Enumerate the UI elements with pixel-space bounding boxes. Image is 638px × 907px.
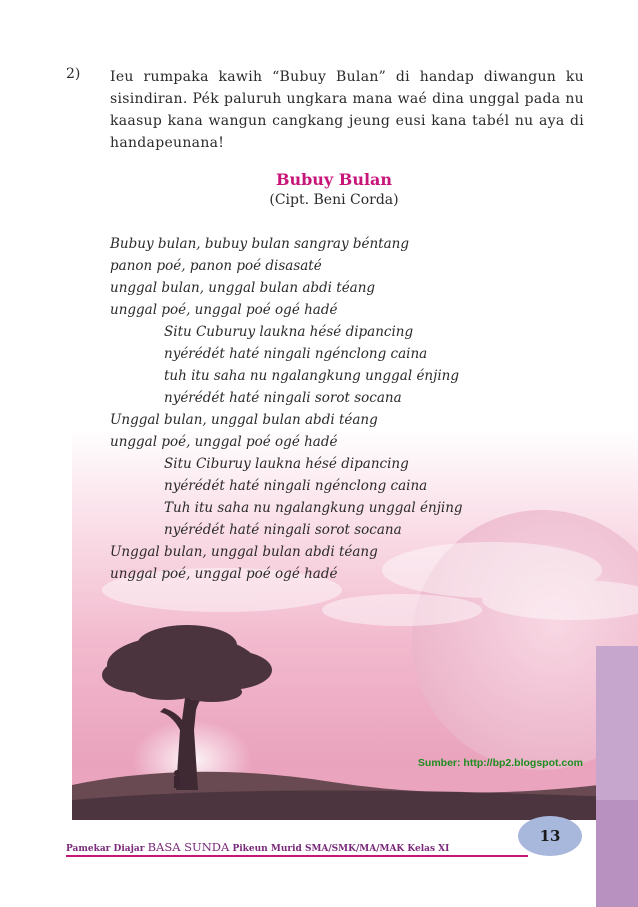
lyric-line: Unggal bulan, unggal bulan abdi téang <box>110 544 378 560</box>
page-number-badge <box>518 816 582 856</box>
lyric-line: tuh itu saha nu ngalangkung unggal énjing <box>164 368 459 384</box>
lyric-line: unggal poé, unggal poé ogé hadé <box>110 434 338 450</box>
image-source: Sumber: http://bp2.blogspot.com <box>417 757 583 769</box>
footer-divider <box>66 855 528 857</box>
footer-prefix: Pamekar Diajar <box>66 844 145 854</box>
lyric-line: unggal poé, unggal poé ogé hadé <box>110 566 338 582</box>
lyric-line: unggal poé, unggal poé ogé hadé <box>110 302 338 318</box>
song-lyrics <box>110 233 463 585</box>
lyric-line: Situ Cuburuy laukna hésé dipancing <box>164 324 414 340</box>
lyric-line: nyérédét haté ningali ngénclong caina <box>164 478 428 494</box>
footer-book-title <box>66 840 449 854</box>
footer-subject: BASA SUNDA <box>147 840 230 854</box>
lyric-line: Tuh itu saha nu ngalangkung unggal énjing <box>164 500 463 516</box>
side-decoration-bar-dark <box>596 800 638 907</box>
lyric-line: Situ Ciburuy laukna hésé dipancing <box>164 456 409 472</box>
lyric-line: nyérédét haté ningali ngénclong caina <box>164 346 428 362</box>
question-text: Ieu rumpaka kawih “Bubuy Bulan” di handap diwangun ku sisindiran. Pék paluruh ungkara mana waé dina unggal pada nu kaasup kana wangun cangkang jeung eusi kana tabél nu aya di handapeunana! <box>110 69 584 151</box>
song-author: (Cipt. Beni Corda) <box>269 192 399 208</box>
lyric-line: Bubuy bulan, bubuy bulan sangray béntang <box>110 236 409 252</box>
question-number: 2) <box>66 66 81 82</box>
lyric-line: nyérédét haté ningali sorot socana <box>164 390 402 406</box>
page-number: 13 <box>539 827 561 845</box>
footer-suffix: Pikeun Murid SMA/SMK/MA/MAK Kelas XI <box>232 844 450 854</box>
lyric-line: panon poé, panon poé disasaté <box>110 258 322 274</box>
lyric-line: unggal bulan, unggal bulan abdi téang <box>110 280 376 296</box>
song-title: Bubuy Bulan <box>275 170 393 189</box>
lyric-line: nyérédét haté ningali sorot socana <box>164 522 402 538</box>
lyric-line: Unggal bulan, unggal bulan abdi téang <box>110 412 378 428</box>
